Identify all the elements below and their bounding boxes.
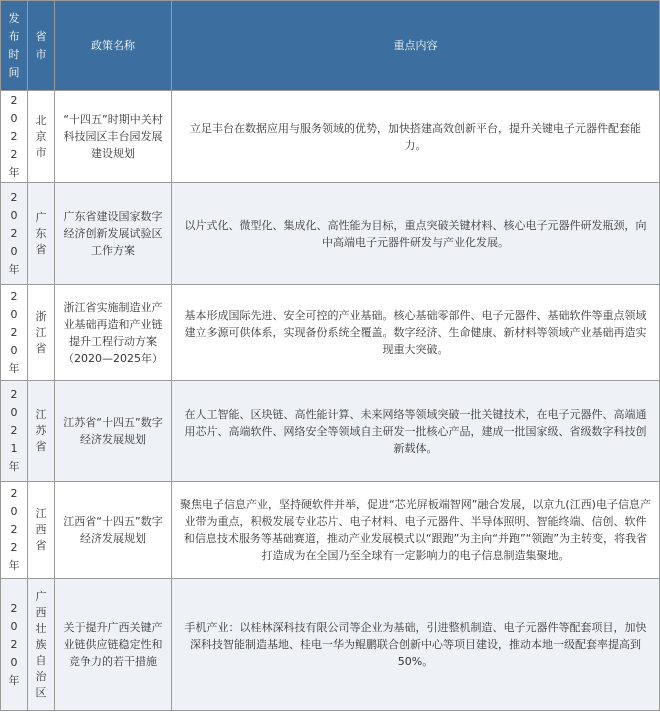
cell-year: 2021年 [1,381,28,482]
cell-year: 2022年 [1,91,28,183]
cell-year: 2022年 [1,482,28,579]
cell-province: 广东省 [28,183,55,285]
header-year: 发布时间 [1,1,28,91]
header-row [1,1,660,91]
header-policy: 政策名称 [55,1,172,91]
table-row [1,482,660,579]
cell-policy: 浙江省实施制造业产业基础再造和产业链提升工程行动方案（2020—2025年） [55,285,172,381]
table-row [1,285,660,381]
cell-policy: 广东省建设国家数字经济创新发展试验区工作方案 [55,183,172,285]
cell-province: 浙江省 [28,285,55,381]
cell-policy: 江苏省“十四五”数字经济发展规划 [55,381,172,482]
cell-content: 基本形成国际先进、安全可控的产业基础。核心基础零部件、电子元器件、基础软件等重点领域建立多源可供体系，实现备份系统全覆盖。数字经济、生命健康、新材料等领域产业基础再造实现重大突破。 [172,285,660,381]
cell-province: 江苏省 [28,381,55,482]
table-row [1,579,660,711]
table-row [1,381,660,482]
cell-province: 广西壮族自治区 [28,579,55,711]
cell-province: 北京市 [28,91,55,183]
cell-content: 立足丰台在数据应用与服务领域的优势，加快搭建高效创新平台，提升关键电子元器件配套能力。 [172,91,660,183]
table-row [1,91,660,183]
cell-policy: “十四五”时期中关村科技园区丰台园发展建设规划 [55,91,172,183]
cell-policy: 江西省“十四五”数字经济发展规划 [55,482,172,579]
cell-content: 手机产业：以桂林深科技有限公司等企业为基础，引进整机制造、电子元器件等配套项目，加快深科技智能制造基地、桂电一华为鲲鹏联合创新中心等项目建设，推动本地一级配套率提高到50%。 [172,579,660,711]
cell-province: 江西省 [28,482,55,579]
cell-year: 2020年 [1,183,28,285]
table-row [1,183,660,285]
cell-content: 以片式化、微型化、集成化、高性能为目标，重点突破关键材料、核心电子元器件研发瓶颈，向中高端电子元器件研发与产业化发展。 [172,183,660,285]
cell-content: 聚焦电子信息产业，坚持硬软件并举，促进“芯光屏板端智网”融合发展，以京九(江西)电子信息产业带为重点，积极发展专业芯片、电子材料、电子元器件、半导体照明、智能终端、信创、软件和信息技术服务等基础赛道，推动产业发展模式以“跟跑”为主向“并跑”“领跑”为主转变，将我省打造成为在全国乃至全球有一定影响力的电子信息制造集聚地。 [172,482,660,579]
header-province: 省市 [28,1,55,91]
cell-policy: 关于提升广西关键产业链供应链稳定性和竞争力的若干措施 [55,579,172,711]
cell-year: 2020年 [1,285,28,381]
cell-content: 在人工智能、区块链、高性能计算、未来网络等领域突破一批关键技术，在电子元器件、高端通用芯片、高端软件、网络安全等领域自主研发一批核心产品，建成一批国家级、省级数字科技创新载体。 [172,381,660,482]
header-content: 重点内容 [172,1,660,91]
cell-year: 2020年 [1,579,28,711]
